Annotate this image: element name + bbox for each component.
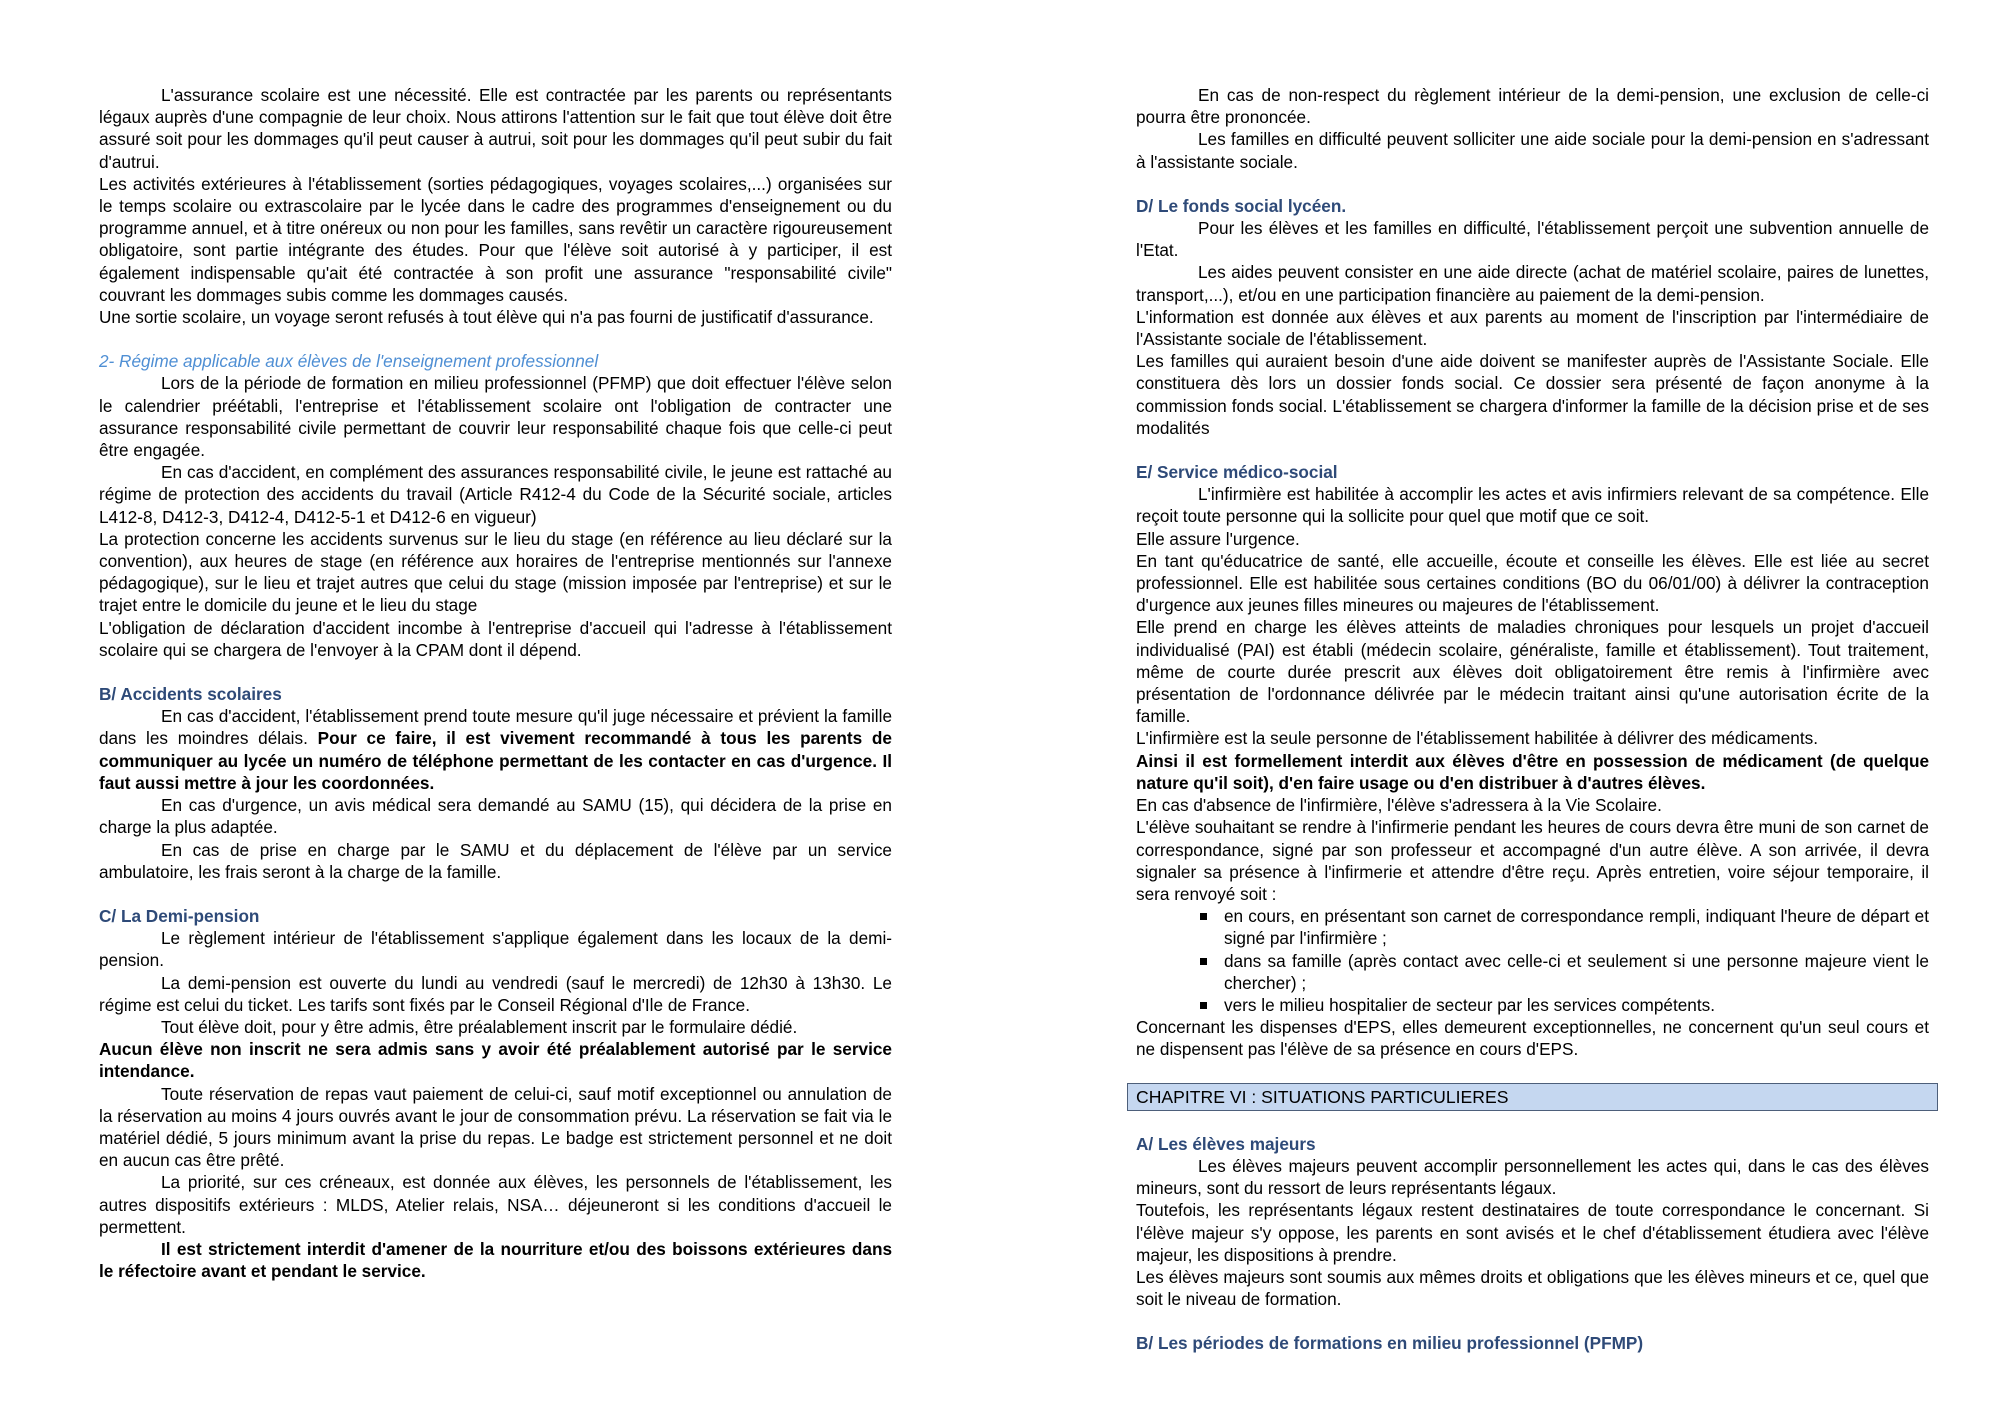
list-item: en cours, en présentant son carnet de correspondance rempli, indiquant l'heure de départ et signé par l'infirmière ; xyxy=(1224,906,1929,949)
section-heading: D/ Le fonds social lycéen. xyxy=(1136,195,1347,216)
paragraph: En cas de non-respect du règlement intérieur de la demi-pension, une exclusion de celle-ci pourra être prononcée. xyxy=(1136,85,1929,128)
paragraph: En cas d'urgence, un avis médical sera demandé au SAMU (15), qui décidera de la prise en charge la plus adaptée. xyxy=(99,795,892,838)
paragraph: En tant qu'éducatrice de santé, elle accueille, écoute et conseille les élèves. Elle est liée au secret professionnel. Elle est habilitée sous certaines conditions (BO du 06/01/00) à délivrer la contraception d'urgence aux jeunes filles mineures ou majeures de l'établissement. xyxy=(1136,550,1929,616)
paragraph: Toutefois, les représentants légaux restent destinataires de toute correspondance le concernant. Si l'élève majeur s'y oppose, les parents en sont avisés et le chef d'établissement étudiera avec l'élève majeur, les dispositions à prendre. xyxy=(1136,1200,1929,1265)
paragraph: La protection concerne les accidents survenus sur le lieu du stage (en référence au lieu déclaré sur la convention), aux heures de stage (en référence aux horaires de l'entreprise mentionnés sur l'annexe pédagogique), sur le lieu et trajet autres que celui du stage (mission imposée par l'entreprise) et sur le trajet entre le domicile du jeune et le lieu du stage xyxy=(99,528,892,616)
bold-text: Aucun élève non inscrit ne sera admis sans y avoir été préalablement autorisé par le service intendance. xyxy=(99,1039,892,1082)
bold-text: Il est strictement interdit d'amener de la nourriture et/ou des boissons extérieures dans le réfectoire avant et pendant le service. xyxy=(99,1238,892,1282)
paragraph: La priorité, sur ces créneaux, est donnée aux élèves, les personnels de l'établissement, les autres dispositifs extérieurs : MLDS, Atelier relais, NSA… déjeuneront si les conditions d'accueil le permettent. xyxy=(99,1172,892,1237)
paragraph: L'obligation de déclaration d'accident incombe à l'entreprise d'accueil qui l'adresse à l'établissement scolaire qui se chargera de l'envoyer à la CPAM dont il dépend. xyxy=(99,617,892,660)
paragraph: L'infirmière est habilitée à accomplir les actes et avis infirmiers relevant de sa compétence. Elle reçoit toute personne qui la sollicite pour quel que motif que ce soit. xyxy=(1136,484,1929,527)
section-heading: B/ Les périodes de formations en milieu professionnel (PFMP) xyxy=(1136,1333,1644,1354)
list-item: dans sa famille (après contact avec celle-ci et seulement si une personne majeure vient le chercher) ; xyxy=(1224,950,1929,993)
paragraph: Les élèves majeurs sont soumis aux mêmes droits et obligations que les élèves mineurs et ce, quel que soit le niveau de formation. xyxy=(1136,1266,1929,1310)
paragraph: Une sortie scolaire, un voyage seront refusés à tout élève qui n'a pas fourni de justificatif d'assurance. xyxy=(99,307,874,328)
left-column xyxy=(99,84,892,1282)
right-column xyxy=(1136,84,1929,1355)
paragraph: L'élève souhaitant se rendre à l'infirmerie pendant les heures de cours devra être muni de son carnet de correspondance, signé par son professeur et accompagné d'un autre élève. A son arrivée, il devra signaler sa présence à l'infirmerie et attendre d'être reçu. Après entretien, voire séjour temporaire, il sera renvoyé soit : xyxy=(1136,817,1929,904)
bullet-list xyxy=(1136,905,1929,1016)
paragraph: Elle prend en charge les élèves atteints de maladies chroniques pour lesquels un projet d'accueil individualisé (PAI) est établi (médecin scolaire, généraliste, famille et établissement). Tout traitement, même de courte durée prescrit aux élèves doit obligatoirement être remis à l'infirmière avec présentation de l'ordonnance délivrée par le médecin traitant ainsi qu'une autorisation écrite de la famille. xyxy=(1136,617,1929,727)
paragraph: Les familles qui auraient besoin d'une aide doivent se manifester auprès de l'Assistante Sociale. Elle constituera dès lors un dossier fonds social. Ce dossier sera présenté de façon anonyme à la commission fonds social. L'établissement se chargera d'informer la famille de la décision prise et de ses modalités xyxy=(1136,351,1929,438)
paragraph: En cas de prise en charge par le SAMU et du déplacement de l'élève par un service ambulatoire, les frais seront à la charge de la famille. xyxy=(99,839,892,882)
paragraph: Les activités extérieures à l'établissement (sorties pédagogiques, voyages scolaires,...) organisées sur le temps scolaire ou extrascolaire par le lycée dans le cadre des programmes d'enseignement ou du programme annuel, et à titre onéreux ou non pour les familles, sans revêtir un caractère rigoureusement obligatoire, sont partie intégrante des études. Pour que l'élève soit autorisé à y participer, il est également indispensable qu'ait été contractée à son profit une assurance "responsabilité civile" couvrant les dommages subis comme les dommages causés. xyxy=(99,173,892,305)
paragraph: Toute réservation de repas vaut paiement de celui-ci, sauf motif exceptionnel ou annulation de la réservation au moins 4 jours ouvrés avant le jour de consommation prévu. La réservation se fait via le matériel dédié, 5 jours minimum avant la prise du repas. Le badge est strictement personnel et ne doit en aucun cas être prêté. xyxy=(99,1083,892,1171)
paragraph: En cas d'absence de l'infirmière, l'élève s'adressera à la Vie Scolaire. xyxy=(1136,795,1662,816)
paragraph: L'information est donnée aux élèves et aux parents au moment de l'inscription par l'intermédiaire de l'Assistante sociale de l'établissement. xyxy=(1136,306,1929,350)
section-heading: B/ Accidents scolaires xyxy=(99,684,282,705)
paragraph: L'infirmière est la seule personne de l'établissement habilitée à délivrer des médicaments. xyxy=(1136,728,1819,749)
paragraph: Lors de la période de formation en milieu professionnel (PFMP) que doit effectuer l'élève selon le calendrier préétabli, l'entreprise et l'établissement scolaire ont l'obligation de contracter une assurance responsabilité civile permettant de couvrir leur responsabilité chaque fois que celle-ci peut être engagée. xyxy=(99,373,892,461)
paragraph: L'assurance scolaire est une nécessité. Elle est contractée par les parents ou représentants légaux auprès d'une compagnie de leur choix. Nous attirons l'attention sur le fait que tout élève doit être assuré soit pour les dommages qu'il peut causer à autrui, soit pour les dommages qu'il peut subir du fait d'autrui. xyxy=(99,85,892,172)
chapter-title: CHAPITRE VI : SITUATIONS PARTICULIERES xyxy=(1127,1083,1938,1111)
paragraph: La demi-pension est ouverte du lundi au vendredi (sauf le mercredi) de 12h30 à 13h30. Le régime est celui du ticket. Les tarifs sont fixés par le Conseil Régional d'Ile de France. xyxy=(99,972,892,1015)
paragraph: Les élèves majeurs peuvent accomplir personnellement les actes qui, dans le cas des élèves mineurs, sont du ressort de leurs représentants légaux. xyxy=(1136,1155,1929,1199)
paragraph-bold xyxy=(99,1038,892,1082)
paragraph xyxy=(99,705,892,794)
paragraph: Concernant les dispenses d'EPS, elles demeurent exceptionnelles, ne concernent qu'un seul cours et ne dispensent pas l'élève de sa présence en cours d'EPS. xyxy=(1136,1017,1929,1060)
bold-text: Pour ce faire, il est vivement recommandé à tous les parents de communiquer au lycée un numéro de téléphone permettant de les contacter en cas d'urgence. Il faut aussi mettre à jour les coordonnées. xyxy=(99,728,892,793)
paragraph-bold xyxy=(99,1238,892,1282)
paragraph: Tout élève doit, pour y être admis, être préalablement inscrit par le formulaire dédié. xyxy=(161,1016,798,1037)
text-span: En cas d'accident, l'établissement prend toute mesure qu'il juge nécessaire et prévient la famille dans les moindres délais. xyxy=(99,706,892,749)
paragraph: En cas d'accident, en complément des assurances responsabilité civile, le jeune est rattaché au régime de protection des accidents du travail (Article R412-4 du Code de la Sécurité sociale, articles L412-8, D412-3, D412-4, D412-5-1 et D412-6 en vigueur) xyxy=(99,462,892,527)
paragraph: Les familles en difficulté peuvent solliciter une aide sociale pour la demi-pension en s'adressant à l'assistante sociale. xyxy=(1136,129,1929,172)
section-heading: E/ Service médico-social xyxy=(1136,462,1338,483)
list-item: vers le milieu hospitalier de secteur par les services compétents. xyxy=(1224,994,1929,1016)
paragraph: Le règlement intérieur de l'établissement s'applique également dans les locaux de la demi-pension. xyxy=(99,928,892,971)
paragraph-bold xyxy=(1136,750,1929,794)
paragraph: Elle assure l'urgence. xyxy=(1136,528,1300,549)
paragraph: Pour les élèves et les familles en difficulté, l'établissement perçoit une subvention annuelle de l'Etat. xyxy=(1136,218,1929,261)
section-heading: A/ Les élèves majeurs xyxy=(1136,1133,1316,1154)
paragraph: Les aides peuvent consister en une aide directe (achat de matériel scolaire, paires de lunettes, transport,...), et/ou en une participation financière au paiement de la demi-pension. xyxy=(1136,262,1929,305)
bold-text: Ainsi il est formellement interdit aux élèves d'être en possession de médicament (de quelque nature qu'il soit), d'en faire usage ou d'en distribuer à d'autres élèves. xyxy=(1136,750,1929,793)
section-heading: C/ La Demi-pension xyxy=(99,905,260,926)
subsection-title: 2- Régime applicable aux élèves de l'enseignement professionnel xyxy=(99,351,599,372)
